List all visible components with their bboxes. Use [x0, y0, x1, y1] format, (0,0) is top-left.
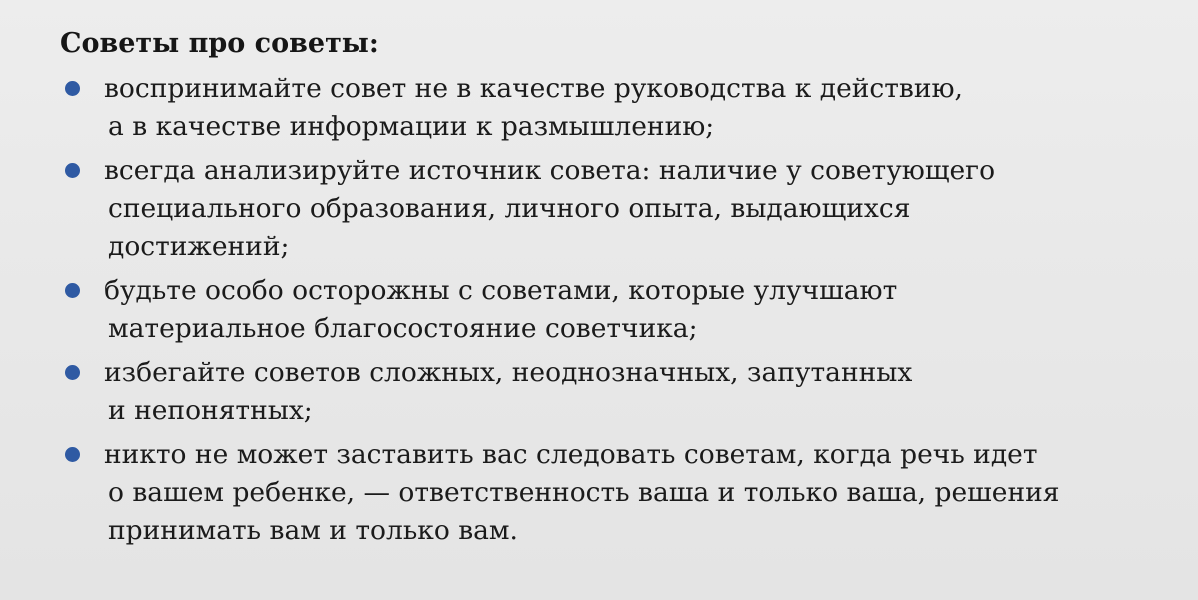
bullet-icon	[65, 163, 80, 178]
item-text-line: принимать вам и только вам.	[108, 515, 518, 546]
bullet-icon	[65, 81, 80, 96]
document-page	[60, 22, 1180, 556]
section-heading: Советы про советы:	[60, 28, 379, 59]
item-text-line: всегда анализируйте источник совета: наличие у советующего	[104, 155, 996, 186]
advice-list	[60, 70, 1180, 550]
bullet-icon	[65, 365, 80, 380]
item-text-line: о вашем ребенке, — ответственность ваша и только ваша, решения	[108, 477, 1060, 508]
item-text-line: специального образования, личного опыта, выдающихся	[108, 193, 911, 224]
item-text-line: а в качестве информации к размышлению;	[108, 111, 715, 142]
list-item	[60, 354, 1180, 430]
bullet-icon	[65, 283, 80, 298]
item-text-line: избегайте советов сложных, неоднозначных, запутанных	[104, 357, 913, 388]
item-text-line: достижений;	[108, 231, 290, 262]
bullet-icon	[65, 447, 80, 462]
list-item	[60, 272, 1180, 348]
list-item	[60, 436, 1180, 550]
list-item	[60, 152, 1180, 266]
item-text-line: и непонятных;	[108, 395, 313, 426]
item-text-line: материальное благосостояние советчика;	[108, 313, 698, 344]
item-text-line: будьте особо осторожны с советами, которые улучшают	[104, 275, 898, 306]
item-text-line: никто не может заставить вас следовать советам, когда речь идет	[104, 439, 1038, 470]
list-item	[60, 70, 1180, 146]
item-text-line: воспринимайте совет не в качестве руководства к действию,	[104, 73, 963, 104]
